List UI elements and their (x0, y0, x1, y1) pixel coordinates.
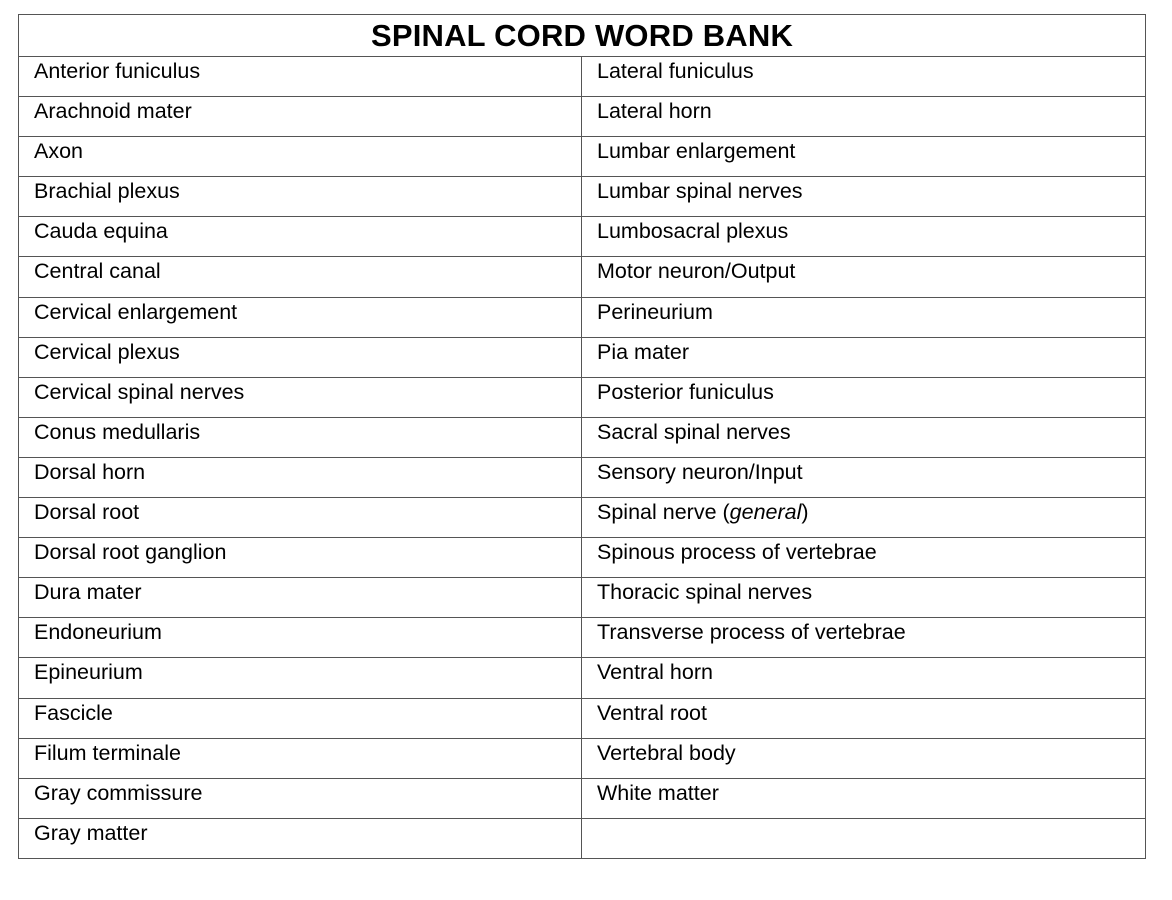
term-cell-left: Cervical spinal nerves (19, 377, 582, 417)
term-cell-right: Perineurium (582, 297, 1146, 337)
term-cell-right: Ventral horn (582, 658, 1146, 698)
term-cell-left: Central canal (19, 257, 582, 297)
term-cell-left: Filum terminale (19, 738, 582, 778)
term-cell-right: Lumbar enlargement (582, 137, 1146, 177)
term-cell-right: Sensory neuron/Input (582, 457, 1146, 497)
table-row (19, 698, 1146, 738)
term-cell-right: Lateral funiculus (582, 57, 1146, 97)
term-cell-right: White matter (582, 778, 1146, 818)
word-bank-table (18, 14, 1146, 859)
term-cell-left: Dorsal root (19, 498, 582, 538)
term-cell-left: Arachnoid mater (19, 97, 582, 137)
table-row (19, 498, 1146, 538)
term-cell-right: Spinous process of vertebrae (582, 538, 1146, 578)
term-cell-right: Sacral spinal nerves (582, 417, 1146, 457)
title-row (19, 15, 1146, 57)
term-cell-left: Epineurium (19, 658, 582, 698)
table-row (19, 97, 1146, 137)
term-cell-right: Lumbosacral plexus (582, 217, 1146, 257)
term-cell-left: Dorsal horn (19, 457, 582, 497)
term-cell-right: Lateral horn (582, 97, 1146, 137)
term-cell-left: Cervical enlargement (19, 297, 582, 337)
term-text: ) (801, 500, 809, 525)
table-row (19, 297, 1146, 337)
term-cell-right: Thoracic spinal nerves (582, 578, 1146, 618)
term-text: Spinal nerve ( (597, 500, 730, 525)
table-row (19, 618, 1146, 658)
term-italic-text: general (729, 500, 802, 525)
table-row (19, 538, 1146, 578)
table-title: SPINAL CORD WORD BANK (19, 15, 1146, 57)
table-row (19, 377, 1146, 417)
table-row (19, 417, 1146, 457)
term-cell-right: Ventral root (582, 698, 1146, 738)
term-cell-right (582, 498, 1146, 538)
table-row (19, 337, 1146, 377)
table-row (19, 177, 1146, 217)
term-cell-left: Conus medullaris (19, 417, 582, 457)
table-row (19, 137, 1146, 177)
term-cell-left: Gray matter (19, 818, 582, 858)
table-row (19, 257, 1146, 297)
table-row (19, 457, 1146, 497)
word-list (19, 57, 1146, 859)
table-row (19, 578, 1146, 618)
table-row (19, 217, 1146, 257)
table-row (19, 778, 1146, 818)
term-cell-right: Posterior funiculus (582, 377, 1146, 417)
table-row (19, 658, 1146, 698)
term-cell-left: Gray commissure (19, 778, 582, 818)
term-cell-right: Transverse process of vertebrae (582, 618, 1146, 658)
term-cell-right: Pia mater (582, 337, 1146, 377)
table-row (19, 738, 1146, 778)
term-cell-right: Motor neuron/Output (582, 257, 1146, 297)
table-row (19, 818, 1146, 858)
term-cell-left: Anterior funiculus (19, 57, 582, 97)
term-cell-left: Dura mater (19, 578, 582, 618)
term-cell-left: Fascicle (19, 698, 582, 738)
term-cell-right: Vertebral body (582, 738, 1146, 778)
term-cell-left: Cervical plexus (19, 337, 582, 377)
term-cell-left: Dorsal root ganglion (19, 538, 582, 578)
term-cell-left: Endoneurium (19, 618, 582, 658)
empty-cell (582, 818, 1146, 858)
term-cell-left: Axon (19, 137, 582, 177)
table-row (19, 57, 1146, 97)
term-cell-right: Lumbar spinal nerves (582, 177, 1146, 217)
term-cell-left: Cauda equina (19, 217, 582, 257)
term-cell-left: Brachial plexus (19, 177, 582, 217)
